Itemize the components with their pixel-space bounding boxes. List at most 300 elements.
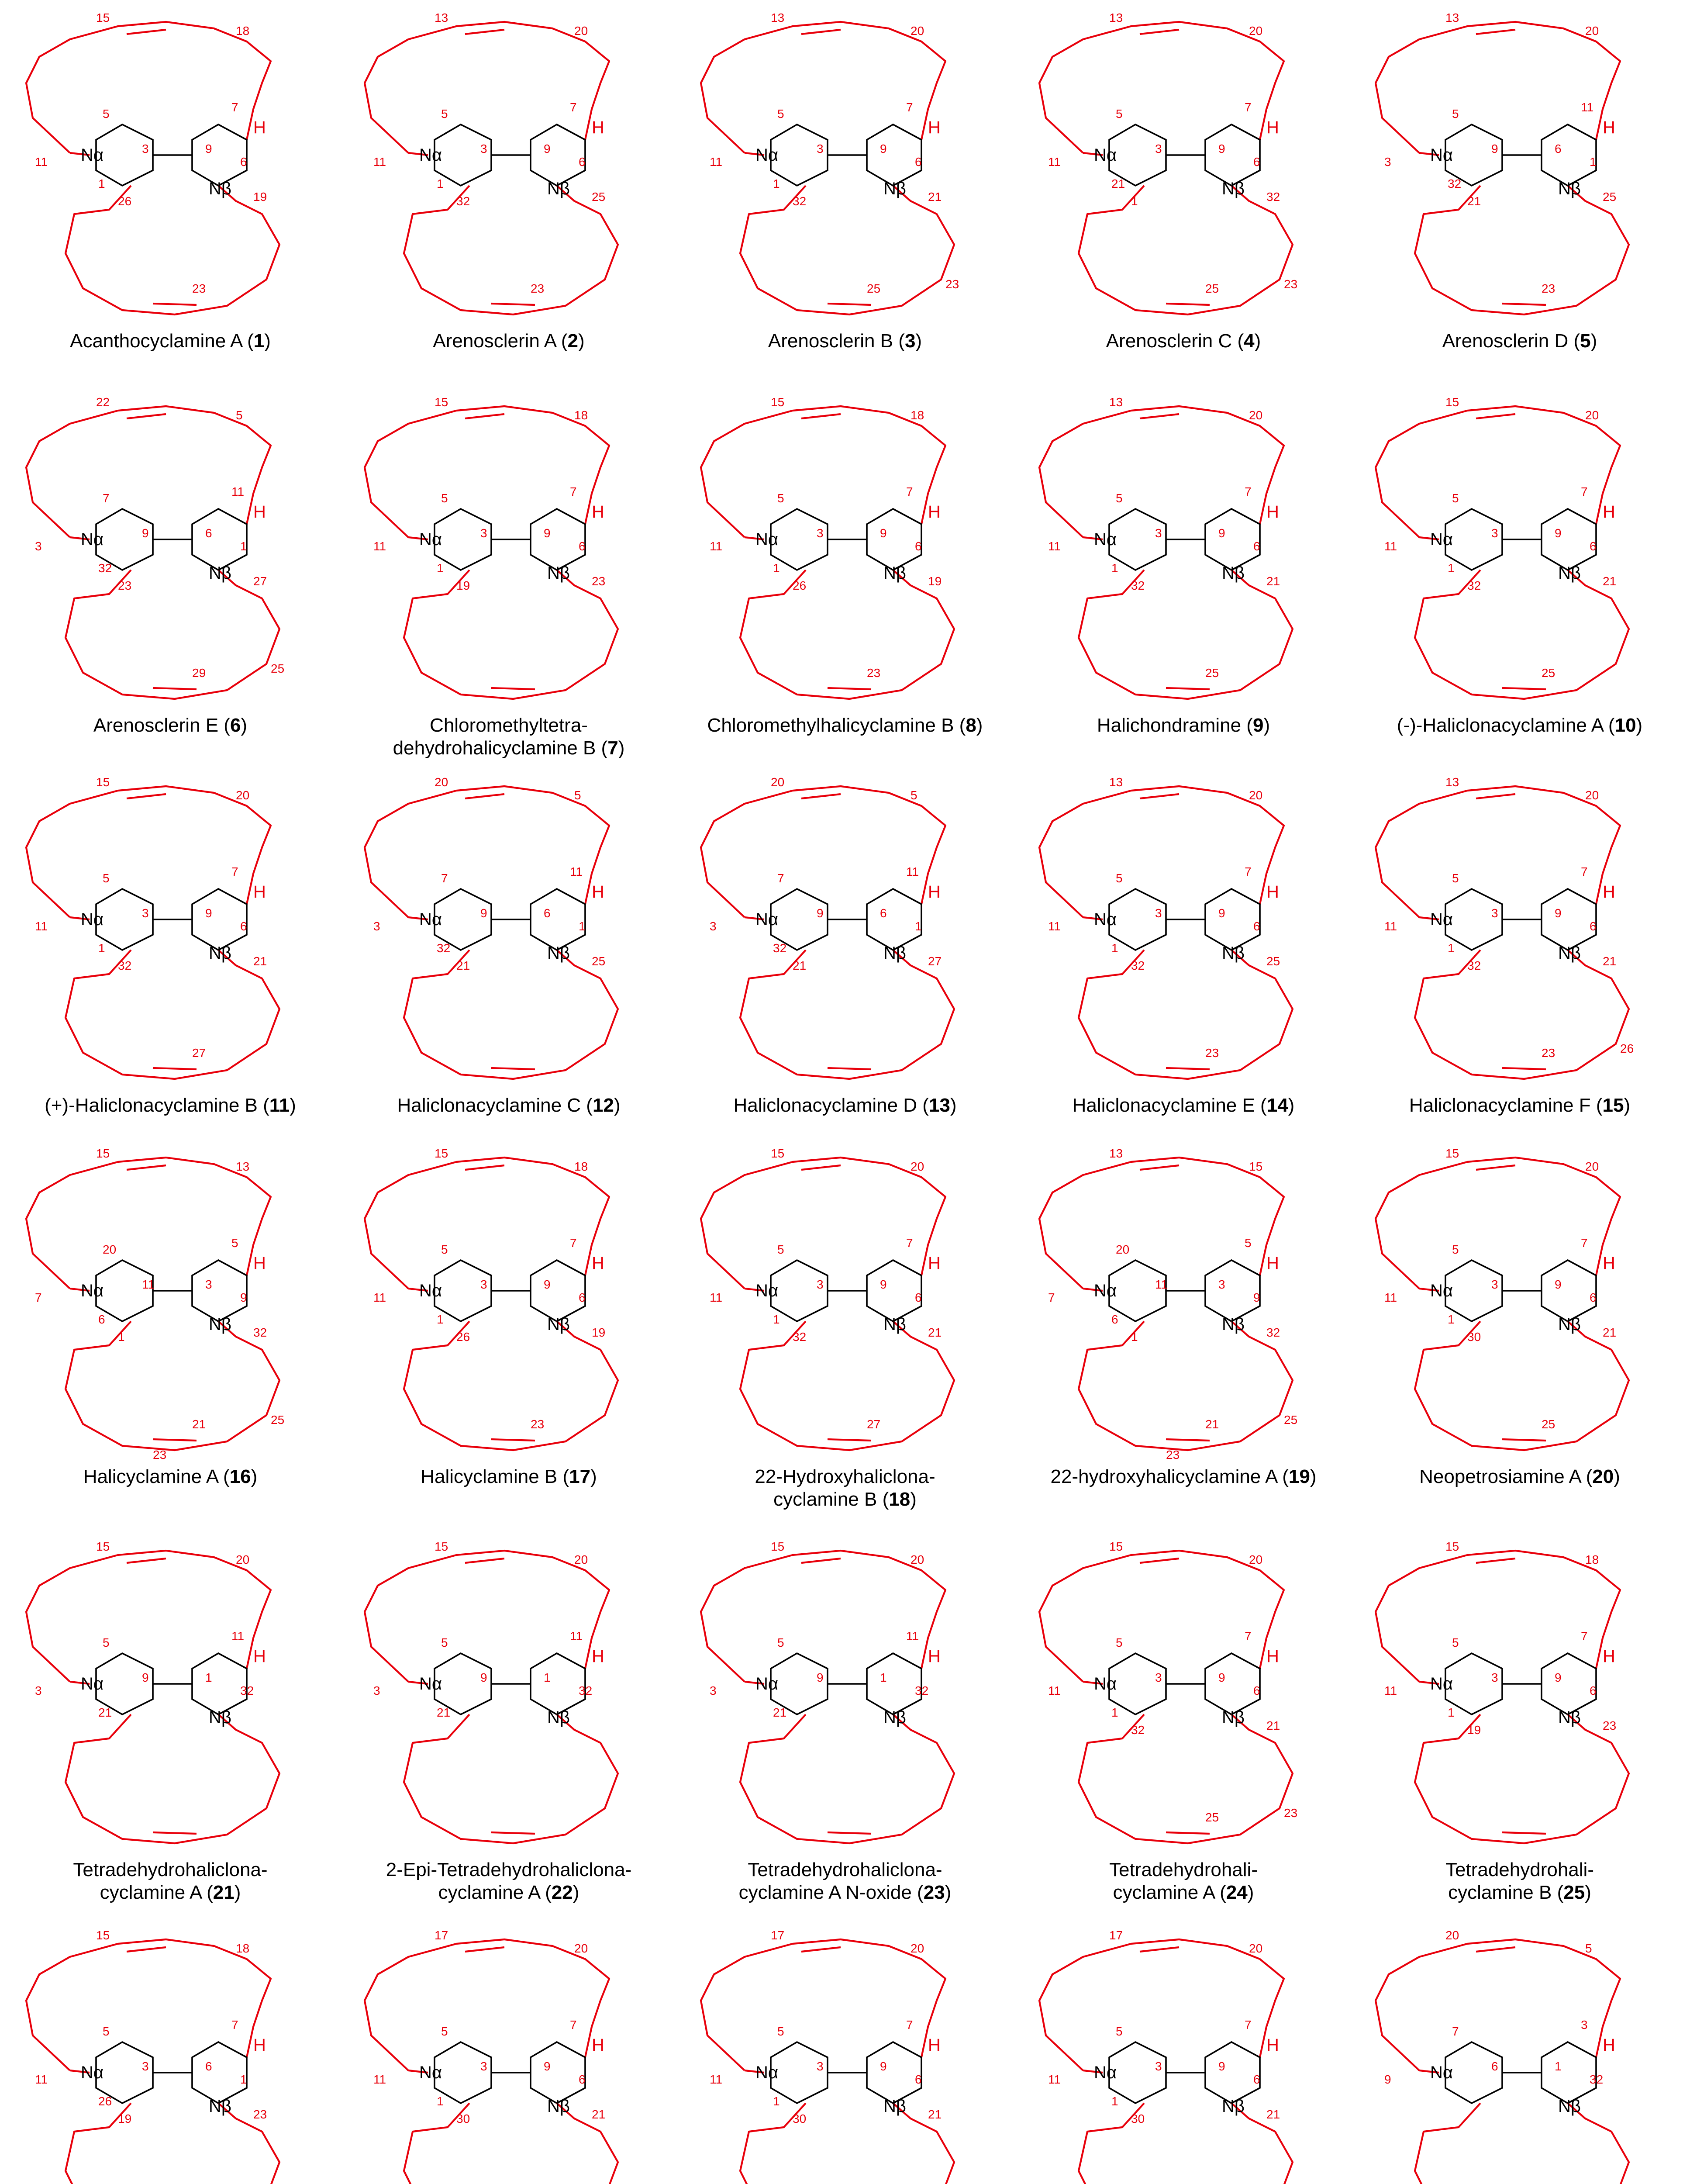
locant-number: 11 [231,485,245,498]
locant-number: 27 [867,1417,881,1431]
locant-number: 23 [867,666,881,680]
n-beta-piperidine-ring [192,124,247,186]
locant-number: 25 [1205,666,1219,680]
locant-number: 13 [1109,775,1123,789]
locant-number: 6 [205,526,212,540]
n-beta-label: Nβ [1558,1315,1581,1334]
locant-number: 11 [373,539,386,553]
locant-number: 1 [1111,1706,1118,1719]
locant-number: 1 [437,1313,444,1326]
locant-number: 21 [1266,2108,1280,2121]
locant-number: 6 [1253,155,1260,169]
locant-number: 9 [1555,1278,1562,1291]
locant-number: 15 [96,775,110,789]
locant-number: 21 [1603,954,1617,968]
locant-number: 7 [231,100,238,114]
locant-number: 20 [1585,24,1599,38]
locant-number: 6 [579,1291,586,1304]
compound-13 [701,775,957,1116]
n-beta-label: Nβ [1558,179,1581,198]
n-beta-piperidine-ring [531,509,585,570]
n-alpha-label: Nα [1430,145,1453,165]
locant-number: 9 [142,1671,149,1684]
locant-number: 13 [1445,11,1459,24]
locant-number: 21 [192,1417,206,1431]
locant-number: 7 [1581,1236,1588,1250]
locant-number: 30 [793,2112,807,2125]
locant-number: 11 [1048,155,1061,169]
locant-number: 32 [1131,1723,1145,1737]
locant-number: 19 [592,1326,606,1339]
locant-number: 3 [1155,142,1162,156]
c7-hydrogen-label: H [1266,1647,1279,1666]
n-alpha-label: Nα [755,2063,779,2082]
lower-macrocycle-chain [404,570,618,699]
n-beta-label: Nβ [1558,2097,1581,2116]
lower-macrocycle-chain [1079,186,1293,314]
lower-macrocycle-chain [1415,186,1629,314]
locant-number: 7 [1245,865,1252,878]
n-beta-piperidine-ring [1542,1653,1596,1714]
compound-name-caption: 22-Hydroxyhaliclona-cyclamine B (18) [755,1466,935,1510]
compound-name-caption: Arenosclerin D (5) [1442,330,1597,352]
lower-double-bond [491,1439,535,1441]
locant-number: 1 [1131,194,1138,208]
compound-name-caption: Haliclonacyclamine D (13) [733,1095,957,1116]
lower-macrocycle-chain [740,1714,954,1843]
locant-number: 30 [1131,2112,1145,2125]
locant-number: 21 [928,2108,942,2121]
n-beta-label: Nβ [883,943,906,963]
locant-number: 25 [271,662,285,675]
n-alpha-label: Nα [1430,2063,1453,2082]
locant-number: 27 [253,574,267,588]
locant-number: 11 [710,2073,723,2086]
locant-number: 7 [1581,865,1588,878]
compound-name-caption: Chloromethyltetra-dehydrohalicyclamine B (7) [393,715,625,759]
locant-number: 9 [240,1291,247,1304]
c7-hydrogen-label: H [1266,118,1279,137]
locant-number: 7 [1245,100,1252,114]
lower-double-bond [153,1832,197,1834]
lower-macrocycle-chain [740,570,954,699]
locant-number: 19 [1467,1723,1481,1737]
locant-number: 3 [205,1278,212,1291]
c7-hydrogen-label: H [592,882,604,902]
n-beta-label: Nβ [883,179,906,198]
locant-number: 7 [570,100,577,114]
locant-number: 5 [911,788,917,802]
locant-number: 6 [880,906,887,920]
locant-number: 23 [1166,1448,1180,1462]
locant-number: 5 [103,1636,110,1649]
n-beta-label: Nβ [1222,563,1245,583]
locant-number: 13 [771,11,785,24]
upper-double-bond [465,1947,504,1952]
compound-name-caption: (+)-Haliclonacyclamine B (11) [45,1095,296,1116]
lower-macrocycle-chain [404,1321,618,1450]
locant-number: 9 [1218,906,1225,920]
locant-number: 21 [437,1706,451,1719]
upper-double-bond [801,794,841,798]
n-beta-piperidine-ring [1205,509,1260,570]
compound-18 [701,1147,954,1510]
locant-number: 32 [456,194,470,208]
locant-number: 17 [1109,1928,1123,1942]
locant-number: 32 [773,941,787,955]
n-alpha-label: Nα [755,1674,779,1693]
locant-number: 11 [1048,2073,1061,2086]
n-beta-label: Nβ [1558,943,1581,963]
upper-double-bond [465,30,504,34]
n-beta-label: Nβ [547,943,570,963]
c7-hydrogen-label: H [928,1254,941,1273]
locant-number: 7 [906,100,913,114]
locant-number: 3 [1491,1671,1498,1684]
locant-number: 25 [867,282,881,295]
n-beta-piperidine-ring [1542,509,1596,570]
locant-number: 15 [435,1540,448,1553]
n-beta-label: Nβ [1558,563,1581,583]
locant-number: 9 [880,1278,887,1291]
locant-number: 32 [98,561,112,575]
lower-macrocycle-chain [66,1321,279,1450]
c7-hydrogen-label: H [253,1254,266,1273]
n-beta-label: Nβ [883,563,906,583]
locant-number: 5 [1585,1942,1592,1955]
n-beta-piperidine-ring [1542,124,1596,186]
locant-number: 1 [118,1330,125,1344]
compound-14 [1039,775,1294,1116]
compound-23 [701,1540,954,1903]
upper-double-bond [127,1947,166,1952]
locant-number: 20 [1249,408,1263,422]
locant-number: 9 [544,1278,551,1291]
upper-double-bond [127,30,166,34]
n-beta-label: Nβ [1222,1315,1245,1334]
locant-number: 5 [1116,1636,1123,1649]
locant-number: 5 [1116,491,1123,505]
locant-number: 27 [192,1046,206,1060]
locant-number: 9 [544,526,551,540]
compound-7 [365,395,624,759]
n-alpha-label: Nα [419,145,442,165]
locant-number: 5 [1452,491,1459,505]
locant-number: 21 [928,1326,942,1339]
locant-number: 20 [1249,788,1263,802]
compound-9 [1039,395,1293,736]
n-beta-label: Nβ [1222,179,1245,198]
locant-number: 5 [1116,2025,1123,2038]
locant-number: 20 [574,1942,588,1955]
locant-number: 3 [35,539,42,553]
locant-number: 3 [817,1278,824,1291]
locant-number: 5 [777,1636,784,1649]
c7-hydrogen-label: H [1266,502,1279,522]
locant-number: 6 [1253,2073,1260,2086]
locant-number: 3 [1491,906,1498,920]
locant-number: 3 [480,1278,487,1291]
upper-double-bond [1476,414,1515,418]
locant-number: 11 [570,865,583,878]
n-beta-label: Nβ [883,1708,906,1727]
locant-number: 21 [98,1706,112,1719]
locant-number: 29 [192,666,206,680]
locant-number: 11 [142,1278,155,1291]
locant-number: 32 [1266,190,1280,204]
n-beta-piperidine-ring [1205,124,1260,186]
lower-double-bond [1166,1832,1210,1834]
locant-number: 21 [253,954,267,968]
n-alpha-label: Nα [755,530,779,549]
locant-number: 1 [98,941,105,955]
locant-number: 1 [773,177,780,190]
n-beta-label: Nβ [547,2097,570,2116]
locant-number: 6 [1590,1684,1597,1697]
locant-number: 5 [1452,1636,1459,1649]
locant-number: 1 [773,2094,780,2108]
lower-macrocycle-chain [66,1714,279,1843]
c7-hydrogen-label: H [1266,1254,1279,1273]
upper-double-bond [127,1559,166,1563]
locant-number: 30 [456,2112,470,2125]
n-beta-label: Nβ [1222,2097,1245,2116]
locant-number: 21 [1266,574,1280,588]
locant-number: 7 [1245,485,1252,498]
locant-number: 3 [1218,1278,1225,1291]
locant-number: 32 [253,1326,267,1339]
compound-27 [365,1928,618,2184]
n-beta-piperidine-ring [1205,1653,1260,1714]
n-beta-piperidine-ring [531,124,585,186]
locant-number: 9 [544,142,551,156]
upper-double-bond [801,1947,841,1952]
locant-number: 9 [205,906,212,920]
locant-number: 9 [1218,526,1225,540]
compound-name-caption: Tetradehydrohaliclona-cyclamine A N-oxide (23) [738,1859,952,1903]
n-alpha-label: Nα [1430,530,1453,549]
lower-double-bond [1502,1439,1546,1441]
lower-macrocycle-chain [66,2103,279,2184]
locant-number: 20 [1116,1243,1130,1256]
locant-number: 9 [1218,2060,1225,2073]
locant-number: 11 [373,1291,386,1304]
n-alpha-label: Nα [1430,1674,1453,1693]
locant-number: 15 [1109,1540,1123,1553]
c7-hydrogen-label: H [592,1647,604,1666]
locant-number: 32 [437,941,451,955]
lower-double-bond [1166,1439,1210,1441]
locant-number: 32 [1467,959,1481,972]
c7-hydrogen-label: H [928,118,941,137]
lower-macrocycle-chain [740,950,954,1079]
locant-number: 1 [773,1313,780,1326]
locant-number: 23 [1603,1719,1617,1732]
locant-number: 6 [1111,1313,1118,1326]
compound-name-caption: Arenosclerin C (4) [1106,330,1261,352]
locant-number: 21 [773,1706,787,1719]
locant-number: 1 [205,1671,212,1684]
locant-number: 5 [574,788,581,802]
locant-number: 9 [1491,142,1498,156]
locant-number: 5 [1116,871,1123,885]
locant-number: 3 [480,2060,487,2073]
locant-number: 7 [103,491,110,505]
c7-hydrogen-label: H [928,1647,941,1666]
locant-number: 9 [880,2060,887,2073]
locant-number: 3 [710,1684,717,1697]
compound-name-caption: Haliclonacyclamine C (12) [397,1095,621,1116]
n-beta-piperidine-ring [192,1653,247,1714]
locant-number: 7 [906,1236,913,1250]
locant-number: 9 [880,526,887,540]
locant-number: 11 [1048,919,1061,933]
locant-number: 15 [96,1928,110,1942]
locant-number: 32 [118,959,132,972]
compound-name-caption: Arenosclerin A (2) [433,330,585,352]
locant-number: 7 [570,2018,577,2032]
compound-name-caption: Acanthocyclamine A (1) [70,330,271,352]
compound-25 [1376,1540,1629,1903]
locant-number: 11 [373,155,386,169]
locant-number: 6 [98,1313,105,1326]
compound-26 [26,1928,279,2184]
c7-hydrogen-label: H [1603,118,1615,137]
locant-number: 11 [1384,1684,1397,1697]
locant-number: 13 [435,11,448,24]
upper-double-bond [465,414,504,418]
locant-number: 9 [1253,1291,1260,1304]
locant-number: 7 [231,2018,238,2032]
locant-number: 3 [817,526,824,540]
n-beta-piperidine-ring [192,509,247,570]
compound-name-caption: Arenosclerin E (6) [93,715,248,736]
n-beta-piperidine-ring [531,1653,585,1714]
locant-number: 9 [205,142,212,156]
compound-20 [1376,1147,1629,1487]
locant-number: 32 [579,1684,593,1697]
lower-double-bond [491,688,535,689]
locant-number: 6 [1253,919,1260,933]
locant-number: 18 [236,1942,250,1955]
c7-hydrogen-label: H [1603,502,1615,522]
locant-number: 7 [1581,1629,1588,1643]
lower-double-bond [491,1068,535,1069]
c7-hydrogen-label: H [1603,1647,1615,1666]
compound-name-caption: 22-hydroxyhalicyclamine A (19) [1050,1466,1317,1487]
n-beta-piperidine-ring [531,2042,585,2103]
locant-number: 7 [906,485,913,498]
lower-macrocycle-chain [1079,950,1293,1079]
locant-number: 5 [441,1636,448,1649]
locant-number: 3 [35,1684,42,1697]
locant-number: 18 [574,408,588,422]
lower-macrocycle-chain [1415,1321,1629,1450]
locant-number: 17 [435,1928,448,1942]
locant-number: 6 [240,155,247,169]
compound-name-caption: Tetradehydrohali-cyclamine A (24) [1109,1859,1258,1903]
locant-number: 21 [793,959,807,972]
n-beta-label: Nβ [209,1708,231,1727]
lower-macrocycle-chain [66,186,279,314]
locant-number: 3 [1491,526,1498,540]
locant-number: 15 [435,395,448,409]
locant-number: 6 [915,1291,922,1304]
n-beta-piperidine-ring [867,1653,921,1714]
n-beta-piperidine-ring [531,889,585,950]
locant-number: 21 [456,959,470,972]
locant-number: 11 [35,2073,48,2086]
locant-number: 6 [915,155,922,169]
locant-number: 5 [103,871,110,885]
n-alpha-label: Nα [419,530,442,549]
upper-double-bond [801,30,841,34]
upper-double-bond [1140,1165,1179,1170]
upper-double-bond [801,414,841,418]
n-alpha-label: Nα [755,910,779,929]
locant-number: 5 [777,2025,784,2038]
lower-macrocycle-chain [740,1321,954,1450]
locant-number: 25 [592,954,606,968]
compound-19 [1039,1147,1316,1487]
compound-name-caption: 2-Epi-Tetradehydrohaliclona-cyclamine A (22) [386,1859,632,1903]
compound-12 [365,775,621,1116]
c7-hydrogen-label: H [253,2035,266,2055]
locant-number: 20 [435,775,448,789]
locant-number: 9 [1218,142,1225,156]
locant-number: 3 [480,142,487,156]
locant-number: 23 [118,579,132,592]
lower-macrocycle-chain [404,2103,618,2184]
locant-number: 23 [1284,277,1298,291]
n-alpha-label: Nα [1094,145,1117,165]
n-beta-label: Nβ [1222,943,1245,963]
locant-number: 13 [1109,1147,1123,1160]
n-beta-piperidine-ring [1542,1260,1596,1321]
locant-number: 5 [777,1243,784,1256]
compound-28 [701,1928,954,2184]
locant-number: 32 [1590,2073,1604,2086]
n-beta-piperidine-ring [867,2042,921,2103]
compound-3 [701,11,959,352]
locant-number: 25 [1284,1413,1298,1427]
n-beta-label: Nβ [1558,1708,1581,1727]
compound-10 [1376,395,1642,736]
compound-30 [1376,1928,1629,2184]
locant-number: 1 [1111,941,1118,955]
locant-number: 1 [240,539,247,553]
c7-hydrogen-label: H [253,502,266,522]
n-alpha-label: Nα [81,145,104,165]
c7-hydrogen-label: H [1266,882,1279,902]
locant-number: 20 [574,1553,588,1566]
locant-number: 7 [570,485,577,498]
lower-macrocycle-chain [1079,1321,1293,1450]
locant-number: 23 [253,2108,267,2121]
locant-number: 3 [1491,1278,1498,1291]
locant-number: 25 [1266,954,1280,968]
locant-number: 7 [1245,2018,1252,2032]
lower-double-bond [153,1068,197,1069]
locant-number: 21 [1111,177,1125,190]
n-alpha-label: Nα [419,1281,442,1300]
locant-number: 11 [231,1629,245,1643]
locant-number: 7 [35,1291,42,1304]
locant-number: 20 [236,788,250,802]
locant-number: 19 [456,579,470,592]
locant-number: 11 [35,919,48,933]
locant-number: 3 [817,2060,824,2073]
